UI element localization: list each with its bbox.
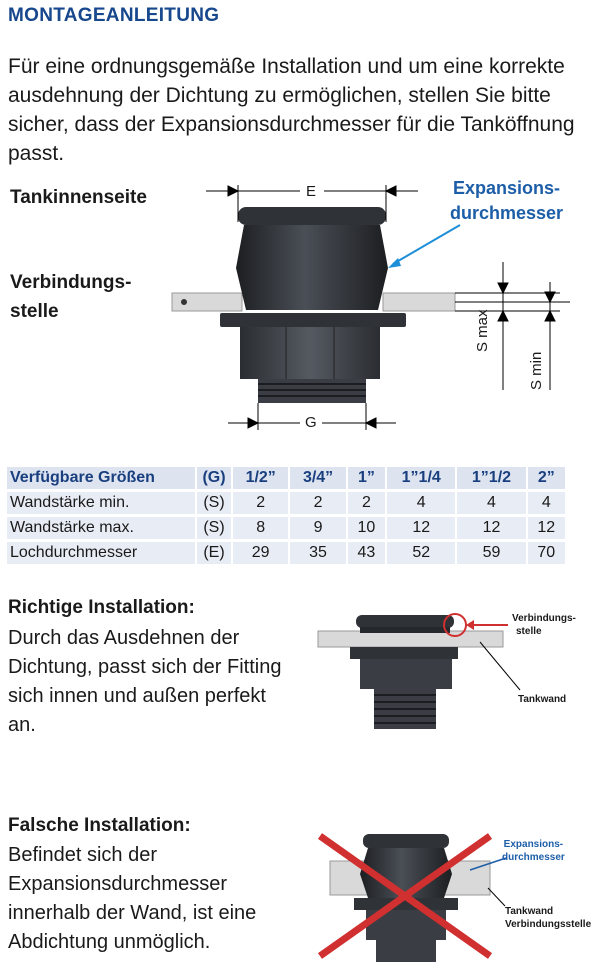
tank-wall: [318, 631, 503, 647]
dimension-s: [455, 262, 570, 390]
table-cell: 43: [348, 542, 385, 564]
table-cell: 4: [457, 492, 525, 514]
expansion-pointer: [393, 225, 460, 264]
s-min-label: S min: [528, 351, 545, 390]
fitting-thread: [376, 940, 436, 962]
wrong-installation-title: Falsche Installation:: [8, 815, 191, 836]
table-cell: 8: [233, 517, 288, 539]
rubber-seal: [236, 225, 388, 310]
size-cell: 1”1/2: [457, 467, 525, 489]
table-cell: 12: [387, 517, 455, 539]
wrong-tankwand-label: Tankwand: [505, 906, 554, 917]
s-max-label: S max: [474, 309, 491, 352]
size-cell: 1”: [348, 467, 385, 489]
header-label: Verfügbare Größen: [7, 467, 195, 489]
connection-label-line1: Verbindungs-: [10, 272, 132, 293]
table-cell: 12: [457, 517, 525, 539]
row-label: Wandstärke min.: [7, 492, 195, 514]
table-header-row: [7, 467, 565, 489]
table-cell: 12: [528, 517, 565, 539]
fitting-cap: [238, 207, 386, 225]
row-code: (S): [197, 492, 231, 514]
intro-text: Für eine ordnungsgemäße Installation und um eine korrekte ausdehnung der Dichtung zu ermöglichen, stellen Sie bitte sicher, dass der Expansionsdurchmesser für die Tanköffnung passt.: [8, 55, 575, 165]
tankwand-pointer: [480, 642, 520, 690]
row-label: Wandstärke max.: [7, 517, 195, 539]
size-cell: 2”: [528, 467, 565, 489]
table-cell: 59: [457, 542, 525, 564]
table-row: [7, 517, 565, 539]
wrong-installation-text: Befindet sich der Expansionsdurchmesser innerhalb der Wand, ist eine Abdichtung unmöglich.: [8, 844, 257, 953]
header-code: (G): [197, 467, 231, 489]
wrong-connection-label: Verbindungsstelle: [505, 919, 592, 930]
fitting-nut: [240, 327, 380, 379]
correct-connection-line2: stelle: [516, 626, 542, 637]
table-cell: 70: [528, 542, 565, 564]
table-row: [7, 492, 565, 514]
table-row: [7, 542, 565, 564]
wrong-expansion-line2: durchmesser: [502, 852, 565, 863]
table-cell: 2: [290, 492, 345, 514]
row-label: Lochdurchmesser: [7, 542, 195, 564]
correct-installation-text: Durch das Ausdehnen der Dichtung, passt sich der Fitting sich innen und außen perfekt an.: [8, 627, 282, 736]
table-cell: 4: [528, 492, 565, 514]
expansion-label-line2: durchmesser: [450, 203, 564, 223]
table-cell: 2: [233, 492, 288, 514]
wrong-installation-diagram: [310, 826, 510, 962]
page-title: MONTAGEANLEITUNG: [8, 5, 220, 26]
fitting-thread: [374, 689, 436, 729]
connection-label-line2: stelle: [10, 301, 59, 322]
correct-connection-line1: Verbindungs-: [512, 613, 576, 624]
tank-inner-side-label: Tankinnenseite: [10, 187, 147, 208]
fitting-cap: [356, 615, 454, 628]
table-cell: 2: [348, 492, 385, 514]
table-cell: 4: [387, 492, 455, 514]
row-code: (S): [197, 517, 231, 539]
size-cell: 3/4”: [290, 467, 345, 489]
table-cell: 52: [387, 542, 455, 564]
fitting-nut: [360, 659, 452, 689]
wrong-expansion-line1: Expansions-: [503, 839, 564, 850]
fitting-cap: [363, 834, 449, 848]
row-code: (E): [197, 542, 231, 564]
table-cell: 35: [290, 542, 345, 564]
dim-g-label: G: [305, 414, 317, 431]
sizes-table: [5, 464, 567, 567]
correct-installation-title: Richtige Installation:: [8, 597, 195, 618]
table-cell: 29: [233, 542, 288, 564]
size-cell: 1/2”: [233, 467, 288, 489]
fitting-diagram: [0, 0, 600, 460]
correct-connection-label: [512, 612, 576, 638]
table-cell: 10: [348, 517, 385, 539]
correct-tankwand-label: Tankwand: [518, 694, 567, 705]
table-cell: 9: [290, 517, 345, 539]
wrong-expansion-label: [502, 838, 565, 864]
dim-e-label: E: [306, 183, 317, 200]
tank-wall-right: [383, 293, 455, 311]
fitting-thread: [258, 379, 366, 403]
size-cell: 1”1/4: [387, 467, 455, 489]
fitting-flange: [220, 313, 406, 327]
expansion-label-line1: Expansions-: [453, 178, 561, 198]
